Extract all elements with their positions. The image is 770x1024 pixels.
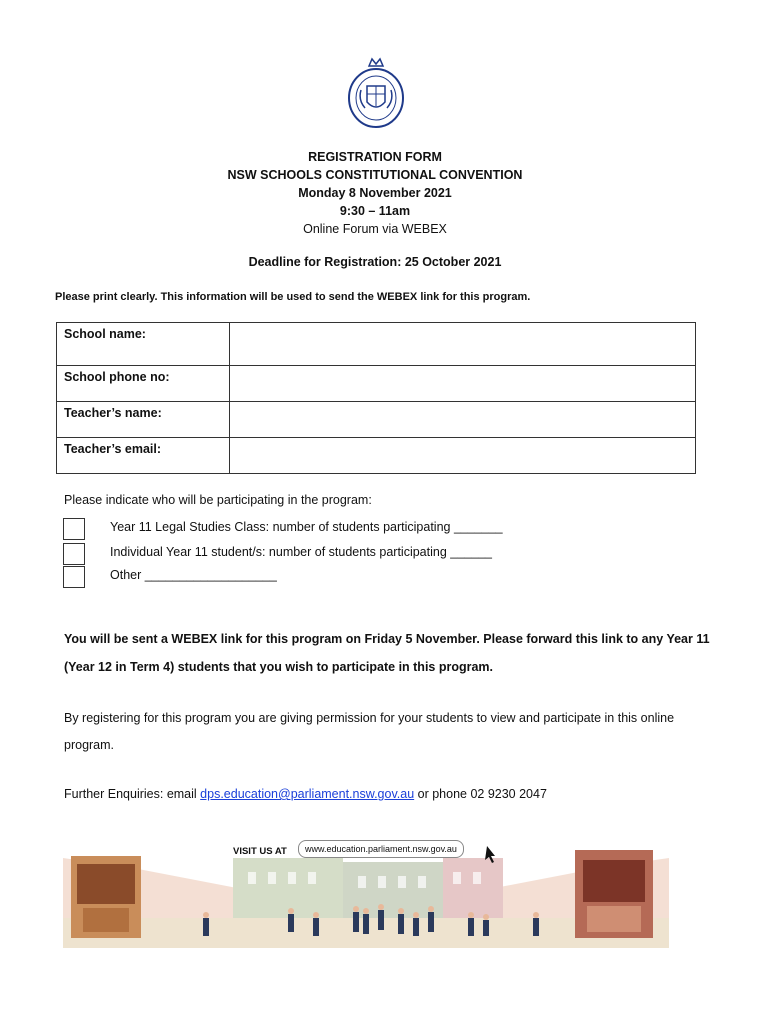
form-title: REGISTRATION FORM bbox=[308, 150, 442, 164]
legal-studies-class-checkbox[interactable] bbox=[63, 518, 85, 540]
event-date: Monday 8 November 2021 bbox=[298, 186, 452, 200]
teacher-name-field[interactable] bbox=[230, 402, 696, 438]
teacher-name-label: Teacher’s name: bbox=[57, 402, 230, 438]
school-name-label: School name: bbox=[57, 323, 230, 366]
school-phone-label: School phone no: bbox=[57, 366, 230, 402]
parliament-crest-logo bbox=[345, 56, 407, 132]
teacher-email-field[interactable] bbox=[230, 438, 696, 474]
enquiries-email-link[interactable]: dps.education@parliament.nsw.gov.au bbox=[200, 787, 415, 801]
school-name-field[interactable] bbox=[230, 323, 696, 366]
event-name: NSW SCHOOLS CONSTITUTIONAL CONVENTION bbox=[227, 168, 523, 182]
visit-us-banner[interactable] bbox=[63, 838, 669, 948]
event-time: 9:30 – 11am bbox=[339, 204, 411, 218]
teacher-email-label: Teacher’s email: bbox=[57, 438, 230, 474]
enquiries-phone: or phone 02 9230 2047 bbox=[414, 787, 547, 801]
individual-students-checkbox[interactable] bbox=[63, 543, 85, 565]
visit-us-label: VISIT US AT bbox=[233, 846, 287, 857]
enquiries-prefix: Further Enquiries: email bbox=[64, 787, 201, 801]
school-phone-field[interactable] bbox=[230, 366, 696, 402]
further-enquiries bbox=[64, 787, 547, 801]
webex-link-notice: You will be sent a WEBEX link for this program on Friday 5 November. Please forward this link to any Year 11 (Year 12 in Term 4) students that you wish to participate in this program. bbox=[64, 632, 710, 674]
other-checkbox[interactable] bbox=[63, 566, 85, 588]
option-label: Year 11 Legal Studies Class: number of students participating _______ bbox=[110, 520, 503, 534]
table-row bbox=[57, 323, 696, 366]
print-instructions: Please print clearly. This information will be used to send the WEBEX link for this program. bbox=[55, 291, 531, 303]
table-row bbox=[57, 402, 696, 438]
registration-details-table bbox=[56, 322, 696, 474]
option-label: Individual Year 11 student/s: number of students participating ______ bbox=[110, 545, 492, 559]
website-url[interactable]: www.education.parliament.nsw.gov.au bbox=[298, 840, 464, 858]
table-row bbox=[57, 366, 696, 402]
option-label: Other ___________________ bbox=[110, 568, 277, 582]
permission-statement: By registering for this program you are giving permission for your students to view and participate in this online program. bbox=[64, 711, 675, 752]
table-row bbox=[57, 438, 696, 474]
event-venue: Online Forum via WEBEX bbox=[303, 222, 447, 236]
form-header bbox=[0, 148, 750, 238]
registration-deadline: Deadline for Registration: 25 October 2021 bbox=[248, 255, 502, 269]
participation-prompt: Please indicate who will be participating in the program: bbox=[64, 493, 372, 507]
